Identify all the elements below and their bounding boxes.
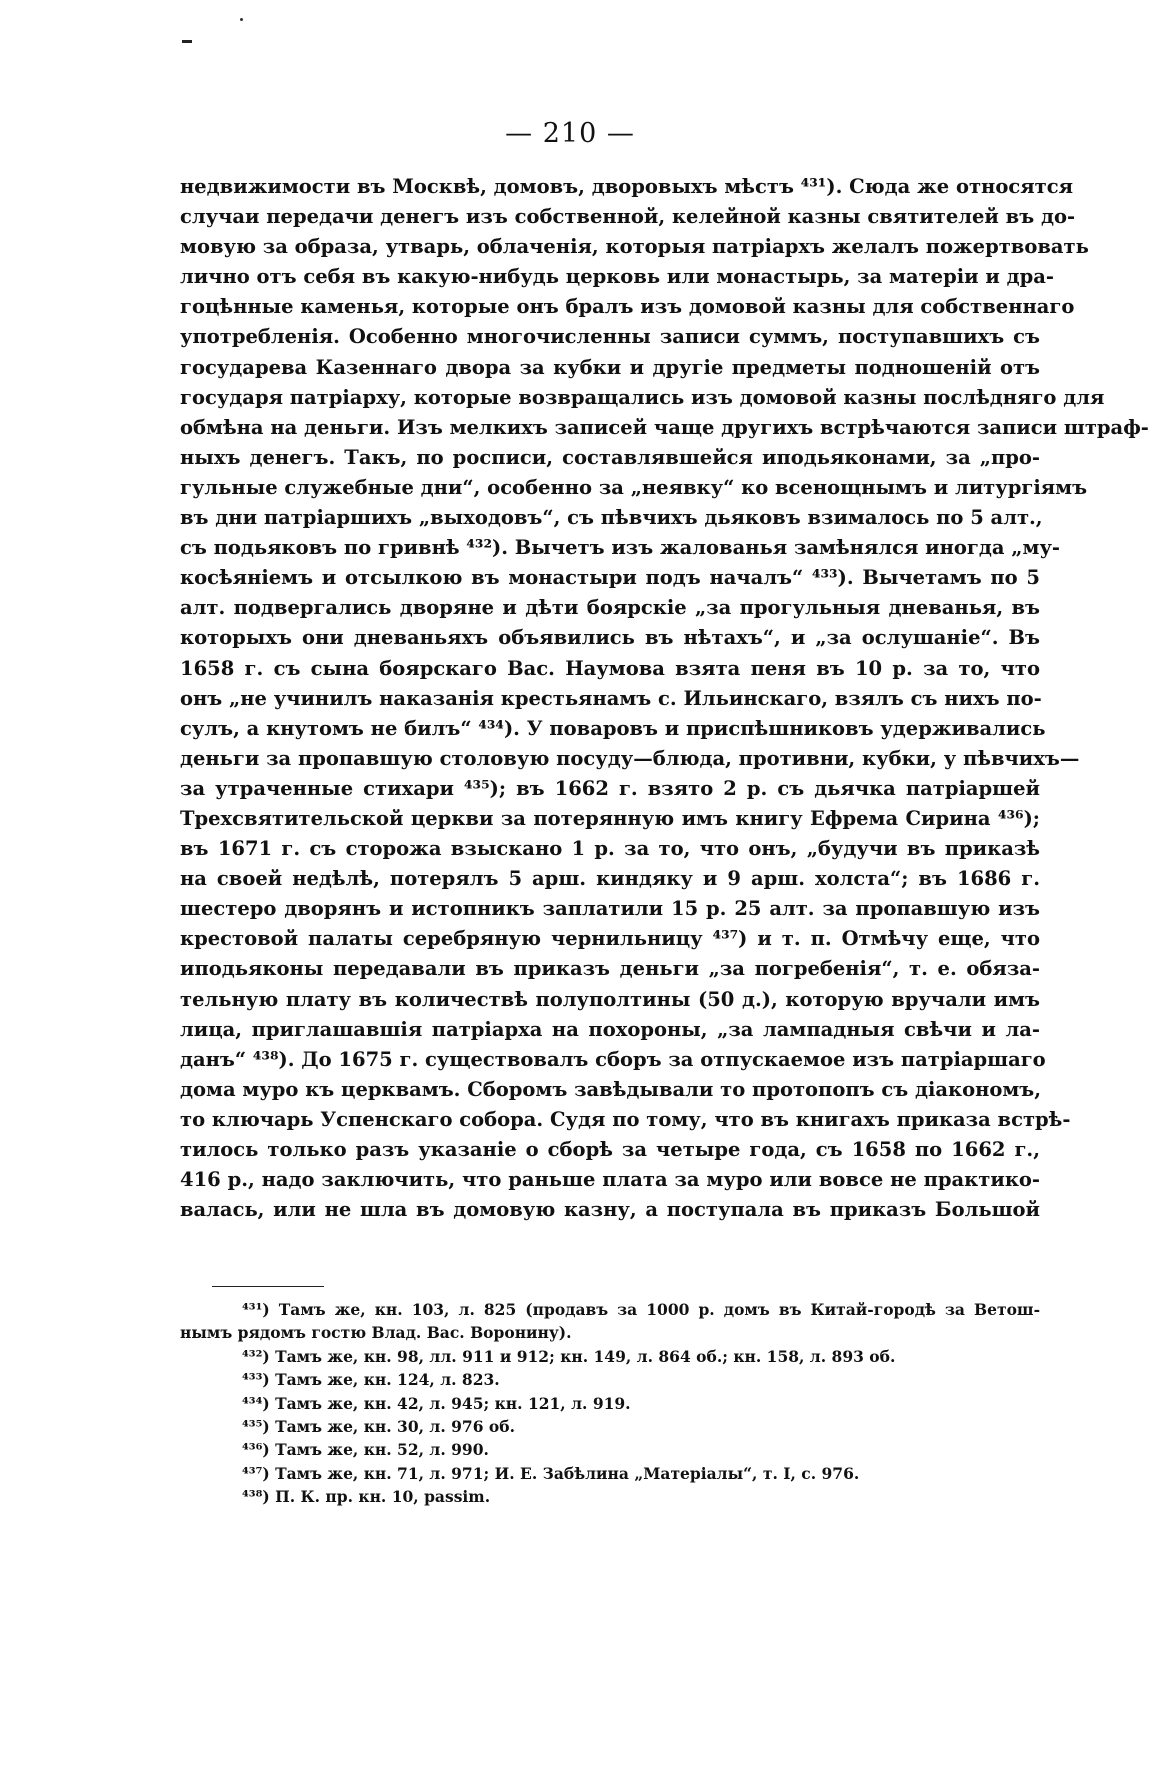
- footnote-line: ⁴³⁸) П. К. пр. кн. 10, passim.: [242, 1487, 491, 1507]
- scan-artifact-dot: [240, 18, 243, 21]
- footnote-line: ⁴³⁵) Тамъ же, кн. 30, л. 976 об.: [242, 1416, 515, 1436]
- footnote-line: ⁴³¹) Тамъ же, кн. 103, л. 825 (продавъ за 1000 р. домъ въ Китай-городѣ за Ветош-: [242, 1300, 1040, 1319]
- body-line: за утраченные стихари ⁴³⁵); въ 1662 г. взято 2 р. съ дьячка патріаршей: [180, 776, 1040, 800]
- footnote-line: ⁴³³) Тамъ же, кн. 124, л. 823.: [242, 1370, 500, 1390]
- body-line: дома муро къ церквамъ. Сборомъ завѣдывали то протопопъ съ діакономъ,: [180, 1077, 1042, 1101]
- page-number: — 210 —: [505, 118, 635, 149]
- scan-artifact-mark: [182, 40, 192, 43]
- footnote-line: ⁴³²) Тамъ же, кн. 98, лл. 911 и 912; кн. 149, л. 864 об.; кн. 158, л. 893 об.: [242, 1346, 896, 1366]
- body-line: тилось только разъ указаніе о сборѣ за четыре года, съ 1658 по 1662 г.,: [180, 1138, 1040, 1161]
- footnote-divider: [212, 1286, 324, 1287]
- footnote-line: ⁴³⁶) Тамъ же, кн. 52, л. 990.: [242, 1440, 489, 1460]
- body-line: употребленія. Особенно многочисленны записи суммъ, поступавшихъ съ: [180, 325, 1040, 349]
- body-line: недвижимости въ Москвѣ, домовъ, дворовыхъ мѣстъ ⁴³¹). Сюда же относятся: [180, 175, 1073, 198]
- body-line: иподьяконы передавали въ приказъ деньги „за погребенія“, т. е. обяза-: [180, 957, 1040, 981]
- body-line: съ подьяковъ по гривнѣ ⁴³²). Вычетъ изъ жалованья замѣнялся иногда „му-: [180, 536, 1061, 560]
- body-line: онъ „не учинилъ наказанія крестьянамъ с. Ильинскаго, взялъ съ нихъ по-: [180, 686, 1042, 710]
- body-line: ныхъ денегъ. Такъ, по росписи, составлявшейся иподьяконами, за „про-: [180, 445, 1040, 469]
- body-line: на своей недѣлѣ, потерялъ 5 арш. киндяку и 9 арш. холста“; въ 1686 г.: [180, 867, 1040, 891]
- body-line: 416 р., надо заключить, что раньше плата за муро или вовсе не практико-: [180, 1168, 1040, 1192]
- body-line: алт. подвергались дворяне и дѣти боярскіе „за прогульныя дневанья, въ: [180, 596, 1040, 620]
- body-line: которыхъ они дневаньяхъ объявились въ нѣтахъ“, и „за ослушаніе“. Въ: [180, 626, 1040, 650]
- body-line: шестеро дворянъ и истопникъ заплатили 15 р. 25 алт. за пропавшую изъ: [180, 897, 1040, 921]
- body-text: [180, 172, 1149, 1225]
- footnote-line: ⁴³⁷) Тамъ же, кн. 71, л. 971; И. Е. Забѣлина „Матеріалы“, т. I, с. 976.: [242, 1463, 860, 1483]
- body-line: 1658 г. съ сына боярскаго Вас. Наумова взята пеня въ 10 р. за то, что: [180, 656, 1040, 680]
- footnote-line: ⁴³⁴) Тамъ же, кн. 42, л. 945; кн. 121, л. 919.: [242, 1393, 631, 1413]
- footnotes: [180, 1298, 1040, 1509]
- body-line: Трехсвятительской церкви за потерянную имъ книгу Ефрема Сирина ⁴³⁶);: [180, 806, 1040, 830]
- body-line: сулъ, а кнутомъ не билъ“ ⁴³⁴). У поваровъ и приспѣшниковъ удерживались: [180, 716, 1046, 740]
- body-line: тельную плату въ количествѣ полуполтины (50 д.), которую вручали имъ: [180, 987, 1040, 1011]
- body-line: государева Казеннаго двора за кубки и другіе предметы подношеній отъ: [180, 355, 1040, 379]
- footnote-line: нымъ рядомъ гостю Влад. Вас. Воронину).: [180, 1323, 572, 1343]
- body-line: въ дни патріаршихъ „выходовъ“, съ пѣвчихъ дьяковъ взималось по 5 алт.,: [180, 506, 1043, 530]
- body-line: косѣяніемъ и отсылкою въ монастыри подъ началъ“ ⁴³³). Вычетамъ по 5: [180, 566, 1040, 590]
- body-line: данъ“ ⁴³⁸). До 1675 г. существовалъ сборъ за отпускаемое изъ патріаршаго: [180, 1047, 1046, 1071]
- body-line: случаи передачи денегъ изъ собственной, келейной казны святителей въ до-: [180, 205, 1076, 229]
- body-line: государя патріарху, которые возвращались изъ домовой казны послѣдняго для: [180, 385, 1105, 409]
- body-line: крестовой палаты серебряную чернильницу ⁴³⁷) и т. п. Отмѣчу еще, что: [180, 927, 1040, 951]
- body-line: въ 1671 г. съ сторожа взыскано 1 р. за то, что онъ, „будучи въ приказѣ: [180, 837, 1040, 861]
- body-line: лица, приглашавшія патріарха на похороны, „за лампадныя свѣчи и ла-: [180, 1017, 1040, 1041]
- body-line: то ключарь Успенскаго собора. Судя по тому, что въ книгахъ приказа встрѣ-: [180, 1107, 1071, 1131]
- body-line: валась, или не шла въ домовую казну, а поступала въ приказъ Большой: [180, 1198, 1040, 1222]
- body-line: мовую за образа, утварь, облаченія, которыя патріархъ желалъ пожертвовать: [180, 235, 1089, 259]
- body-line: деньги за пропавшую столовую посуду—блюда, противни, кубки, у пѣвчихъ—: [180, 746, 1080, 770]
- body-line: гульные служебные дни“, особенно за „неявку“ ко всенощнымъ и литургіямъ: [180, 475, 1088, 499]
- body-line: гоцѣнные каменья, которые онъ бралъ изъ домовой казны для собственнаго: [180, 295, 1075, 319]
- body-line: лично отъ себя въ какую-нибудь церковь или монастырь, за матеріи и дра-: [180, 265, 1054, 289]
- body-line: обмѣна на деньги. Изъ мелкихъ записей чаще другихъ встрѣчаются записи штраф-: [180, 415, 1149, 439]
